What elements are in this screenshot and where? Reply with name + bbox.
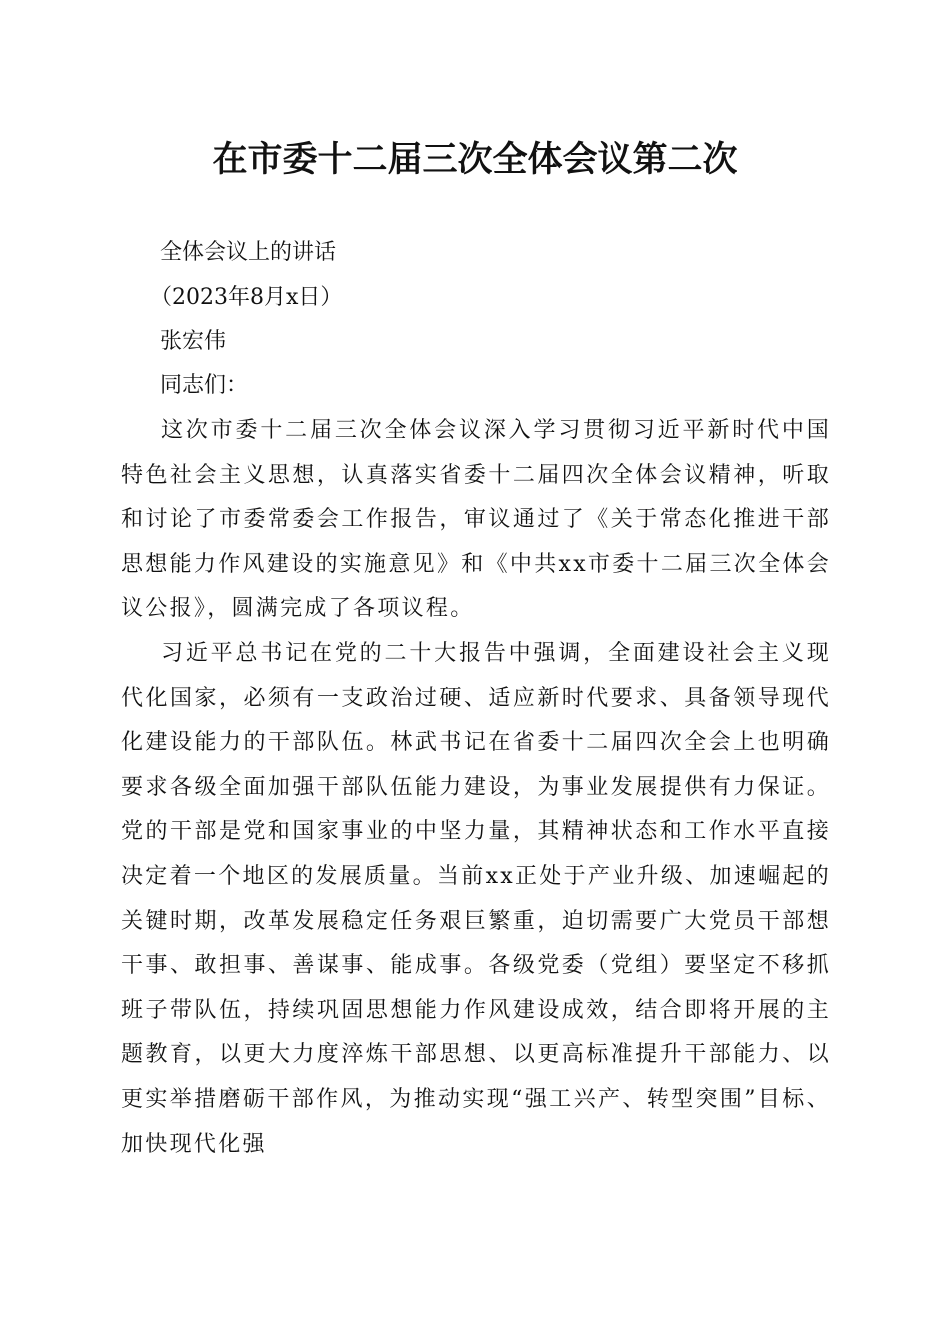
paragraph: 这次市委十二届三次全体会议深入学习贯彻习近平新时代中国特色社会主义思想，认真落实省委十二届四次全体会议精神，听取和讨论了市委常委会工作报告，审议通过了《关于常态化推进干部思想能力作风建设的实施意见》和《中共xx市委十二届三次全体会议公报》，圆满完成了各项议程。 <box>121 418 831 622</box>
paragraph: 习近平总书记在党的二十大报告中强调，全面建设社会主义现代化国家，必须有一支政治过硬、适应新时代要求、具备领导现代化建设能力的干部队伍。林武书记在省委十二届四次全会上也明确要求各级全面加强干部队伍能力建设，为事业发展提供有力保证。党的干部是党和国家事业的中坚力量，其精神状态和工作水平直接决定着一个地区的发展质量。当前xx正处于产业升级、加速崛起的关键时期，改革发展稳定任务艰巨繁重，迫切需要广大党员干部想干事、敢担事、善谋事、能成事。各级党委（党组）要坚定不移抓班子带队伍，持续巩固思想能力作风建设成效，结合即将开展的主题教育，以更大力度淬炼干部思想、以更高标准提升干部能力、以更实举措磨砺干部作风，为推动实现“强工兴产、转型突围”目标、加快现代化强 <box>121 640 831 1157</box>
document-subtitle: 全体会议上的讲话 <box>160 240 337 265</box>
speaker-name: 张宏伟 <box>160 329 227 354</box>
document-title: 在市委十二届三次全体会议第二次 <box>212 139 738 180</box>
document-date: （2023年8月x日） <box>150 285 343 310</box>
salutation: 同志们： <box>160 373 249 398</box>
speech-body <box>121 409 831 1167</box>
